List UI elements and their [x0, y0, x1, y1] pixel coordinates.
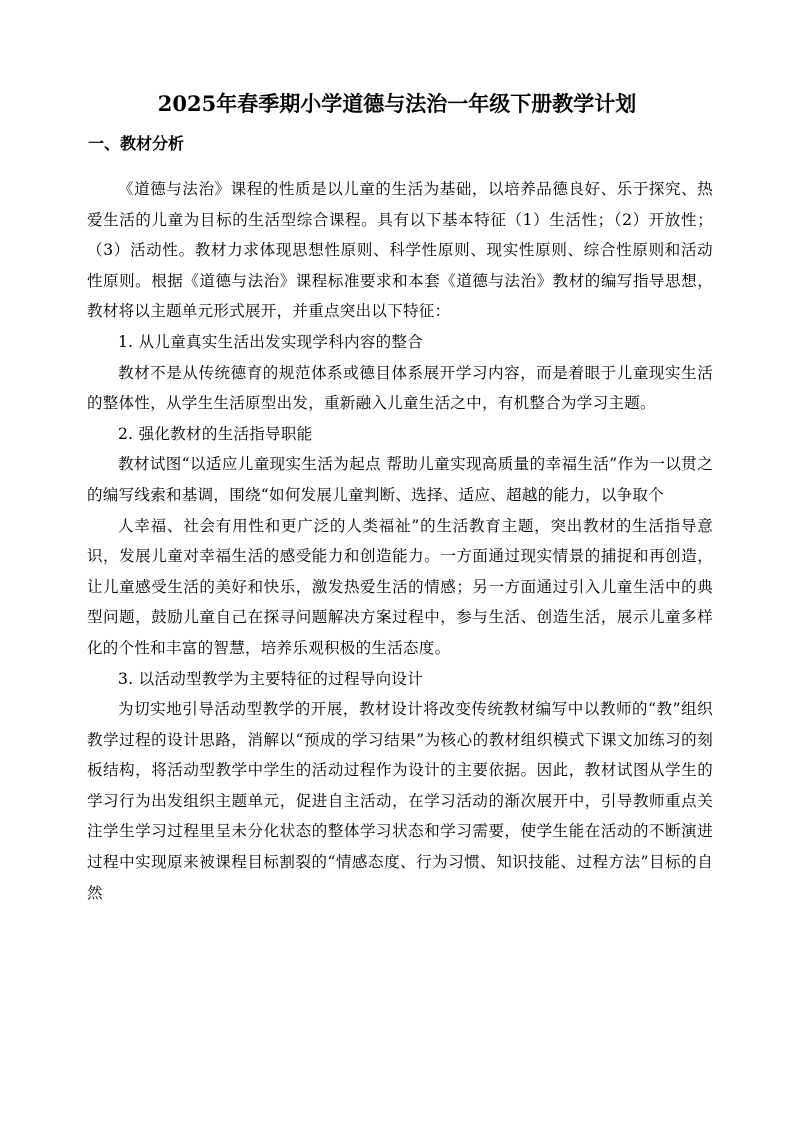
- body-text: [87, 174, 713, 908]
- document-title: 2025年春季期小学道德与法治一年级下册教学计划: [157, 91, 637, 116]
- point-1-heading: 1. 从儿童真实生活出发实现学科内容的整合: [118, 332, 424, 351]
- point-2-paragraph-a: 教材试图“以适应儿童现实生活为起点 帮助儿童实现高质量的幸福生活”作为一以贯之的编写线索和基调，围绕“如何发展儿童判断、选择、适应、超越的能力，以争取个: [87, 455, 713, 504]
- point-2-paragraph-b: 人幸福、社会有用性和更广泛的人类福祉”的生活教育主题，突出教材的生活指导意识，发展儿童对幸福生活的感受能力和创造能力。一方面通过现实情景的捕捉和再创造，让儿童感受生活的美好和快乐，激发热爱生活的情感；另一方面通过引入儿童生活中的典型问题，鼓励儿童自己在探寻问题解决方案过程中，参与生活、创造生活，展示儿童多样化的个性和丰富的智慧，培养乐观积极的生活态度。: [87, 516, 713, 657]
- section-heading-textbook-analysis: 一、教材分析: [88, 134, 185, 153]
- point-3-paragraph: 为切实地引导活动型教学的开展，教材设计将改变传统教材编写中以教师的“教”组织教学过程的设计思路，消解以“预成的学习结果”为核心的教材组织模式下课文加练习的刻板结构，将活动型教学中学生的活动过程作为设计的主要依据。因此，教材试图从学生的学习行为出发组织主题单元，促进自主活动，在学习活动的渐次展开中，引导教师重点关注学生学习过程里呈未分化状态的整体学习状态和学习需要，使学生能在活动的不断演进过程中实现原来被课程目标割裂的“情感态度、行为习惯、知识技能、过程方法”目标的自然: [87, 700, 713, 902]
- point-2-heading: 2. 强化教材的生活指导职能: [118, 424, 313, 443]
- intro-paragraph: 《道德与法治》课程的性质是以儿童的生活为基础，以培养品德良好、乐于探究、热爱生活的儿童为目标的生活型综合课程。具有以下基本特征（1）生活性；（2）开放性；（3）活动性。教材力求体现思想性原则、科学性原则、现实性原则、综合性原则和活动性原则。根据《道德与法治》课程标准要求和本套《道德与法治》教材的编写指导思想，教材将以主题单元形式展开，并重点突出以下特征：: [87, 180, 713, 321]
- point-1-paragraph: 教材不是从传统德育的规范体系或德目体系展开学习内容，而是着眼于儿童现实生活的整体性，从学生生活原型出发，重新融入儿童生活之中，有机整合为学习主题。: [87, 363, 713, 413]
- point-3-heading: 3. 以活动型教学为主要特征的过程导向设计: [118, 669, 424, 688]
